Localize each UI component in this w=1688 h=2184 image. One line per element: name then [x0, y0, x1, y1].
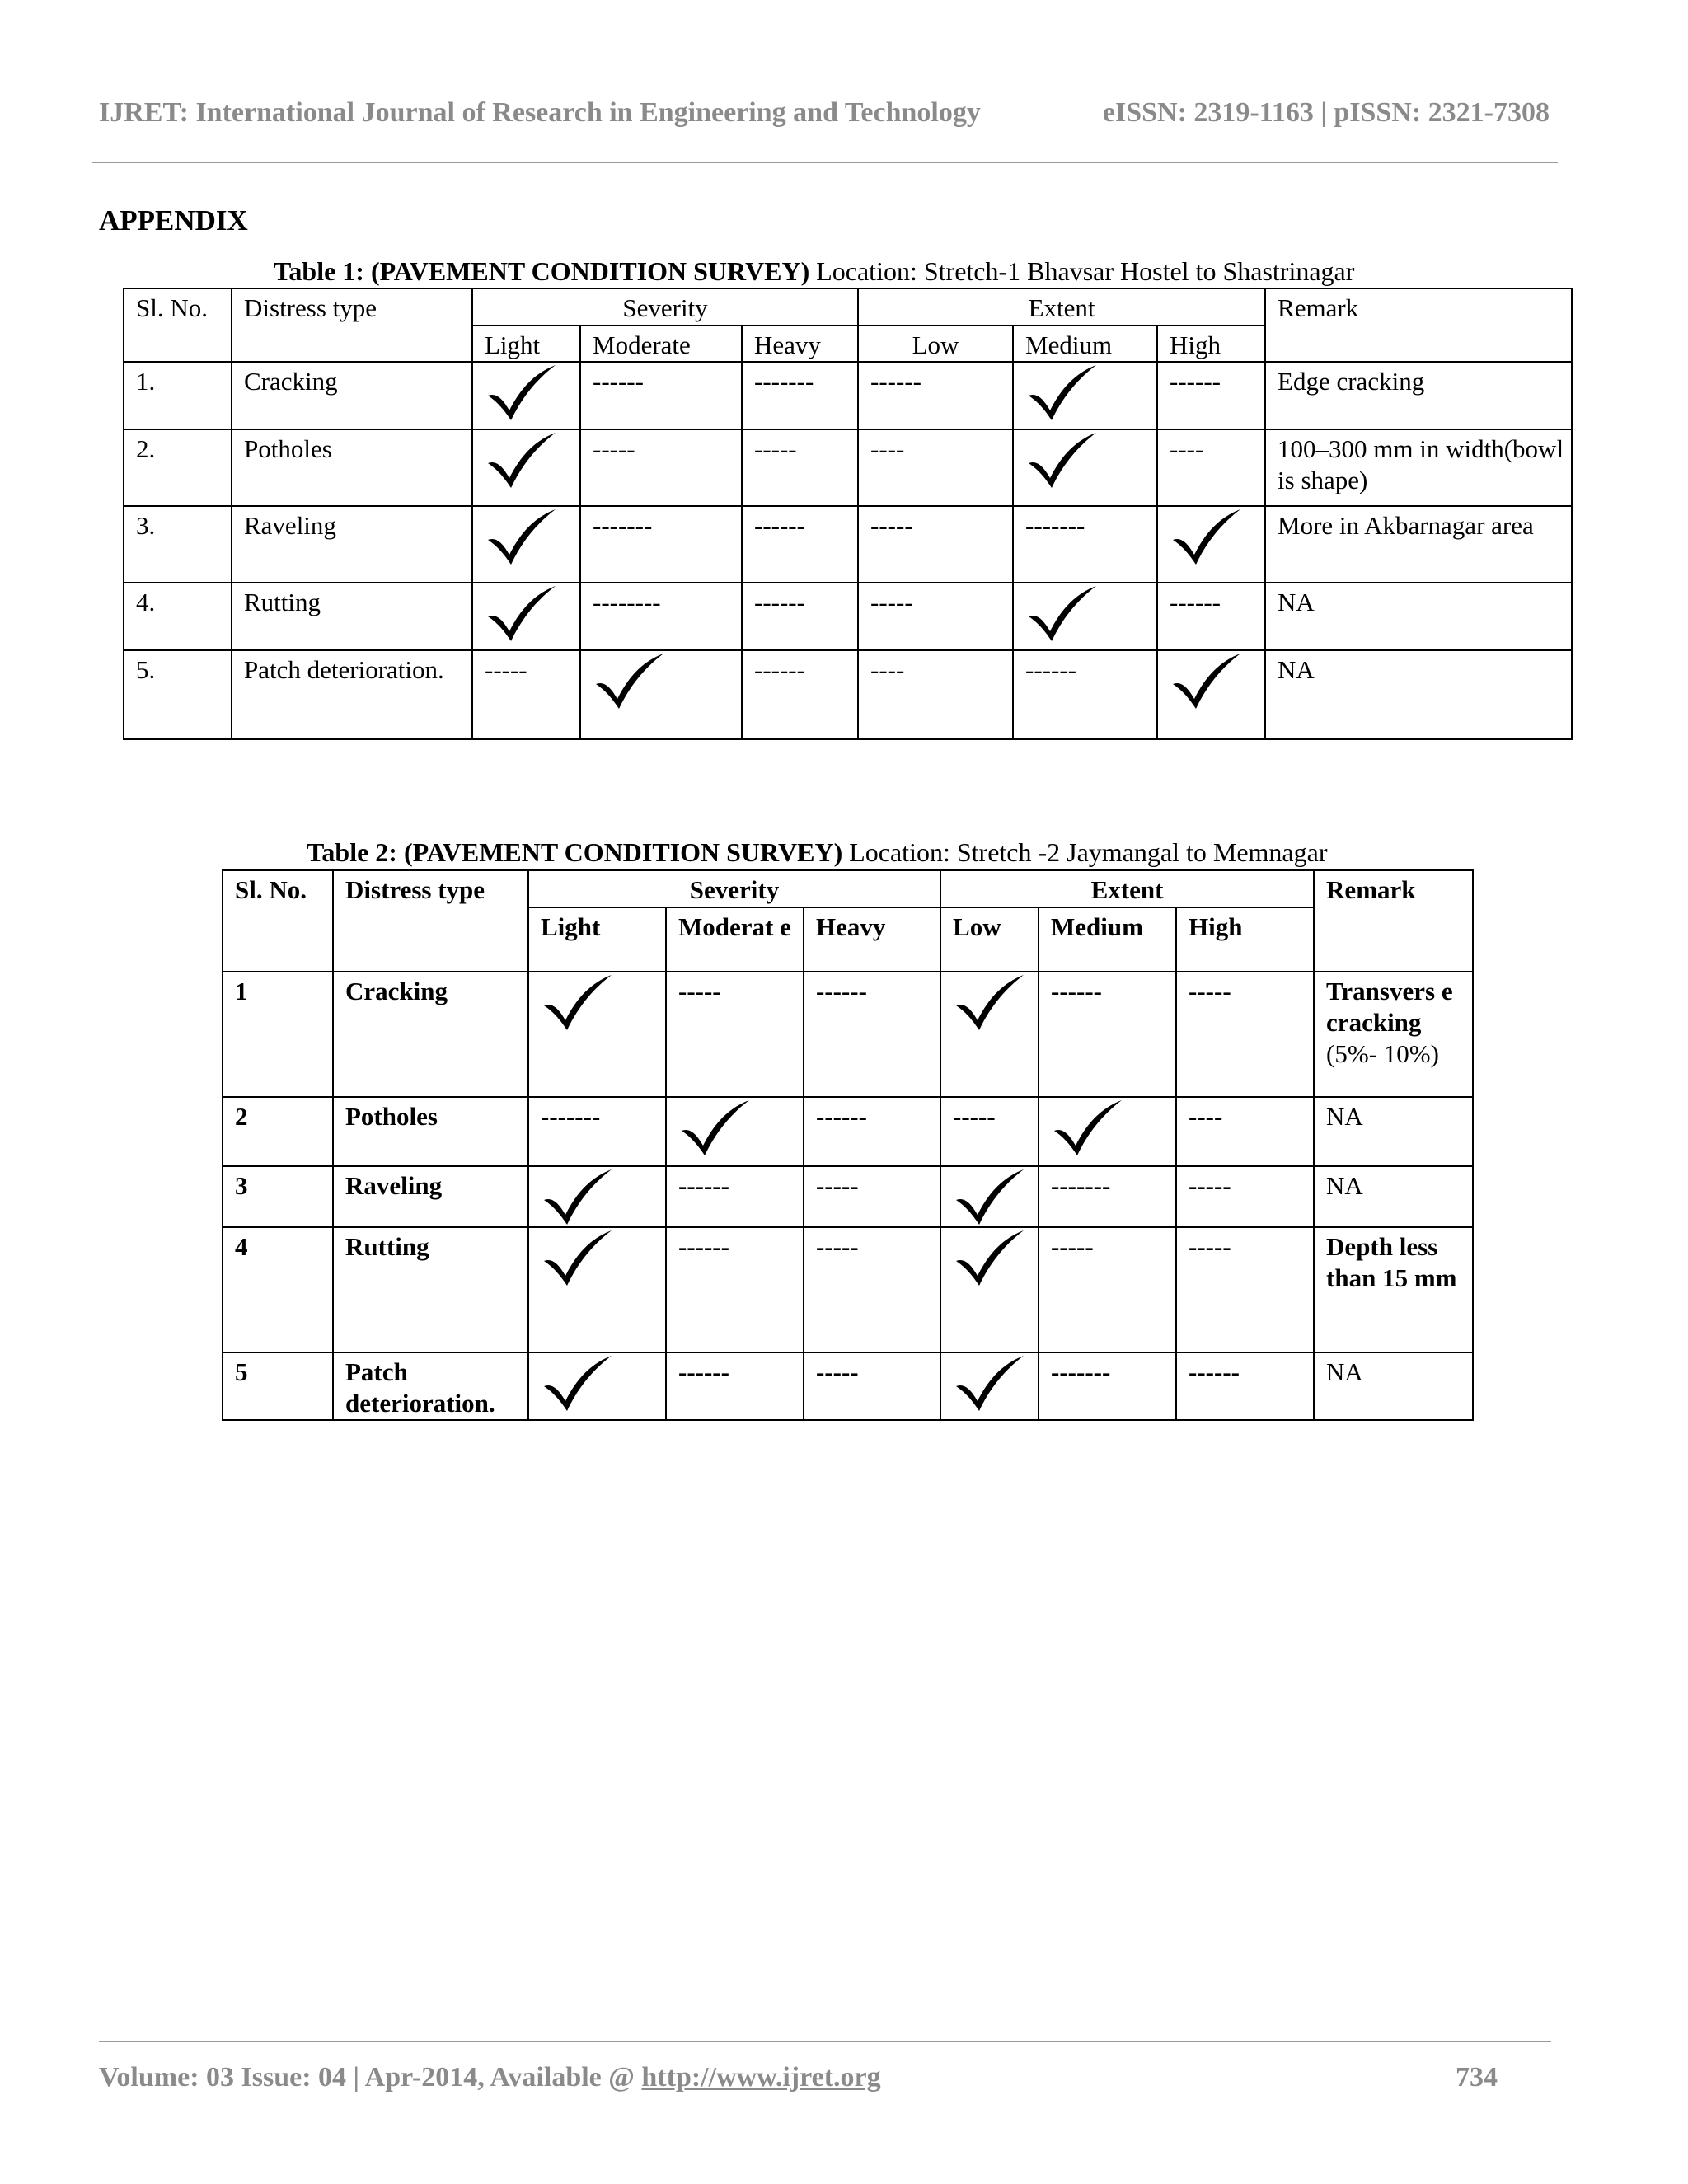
cell-light: ------- — [528, 1097, 666, 1166]
cell-low: ----- — [940, 1097, 1039, 1166]
checkmark-icon — [953, 1167, 1027, 1226]
journal-title: IJRET: International Journal of Research in Engineering and Technology — [99, 97, 981, 128]
cell-sl: 5 — [223, 1352, 333, 1420]
table-row — [223, 1166, 1473, 1227]
cell-light — [528, 1227, 666, 1352]
cell-moderate: ------ — [666, 1166, 804, 1227]
running-footer: Volume: 03 Issue: 04 | Apr-2014, Available @ http://www.ijret.org — [99, 2062, 881, 2093]
table-row — [124, 429, 1572, 506]
checkmark-icon — [485, 363, 559, 422]
cell-distress: Rutting — [232, 583, 472, 650]
cell-high: ----- — [1176, 972, 1314, 1097]
cell-sl: 1 — [223, 972, 333, 1097]
checkmark-icon — [1025, 363, 1100, 422]
col-header-heavy: Heavy — [742, 326, 858, 362]
cell-light — [528, 972, 666, 1097]
col-header-high: High — [1176, 907, 1314, 972]
cell-sl: 3. — [124, 506, 232, 583]
cell-heavy: ------ — [742, 583, 858, 650]
table2 — [222, 869, 1474, 1421]
cell-medium — [1013, 429, 1157, 506]
cell-heavy: ----- — [742, 429, 858, 506]
col-header-distress: Distress type — [232, 288, 472, 362]
cell-high: ----- — [1176, 1166, 1314, 1227]
cell-sl: 3 — [223, 1166, 333, 1227]
cell-moderate — [666, 1097, 804, 1166]
cell-remark: Edge cracking — [1265, 362, 1572, 429]
col-header-medium: Medium — [1039, 907, 1176, 972]
col-header-moderate: Moderat e — [666, 907, 804, 972]
col-header-moderate: Moderate — [580, 326, 742, 362]
cell-distress: Potholes — [232, 429, 472, 506]
cell-heavy: ------- — [742, 362, 858, 429]
checkmark-icon — [1170, 651, 1244, 710]
cell-high: ---- — [1176, 1097, 1314, 1166]
cell-medium: ------- — [1039, 1352, 1176, 1420]
checkmark-icon — [485, 430, 559, 490]
cell-heavy: ----- — [804, 1352, 940, 1420]
col-header-high: High — [1157, 326, 1265, 362]
cell-low — [940, 1166, 1039, 1227]
cell-heavy: ------ — [742, 650, 858, 739]
cell-high: ------ — [1176, 1352, 1314, 1420]
cell-low — [940, 972, 1039, 1097]
cell-medium: ------- — [1039, 1166, 1176, 1227]
cell-distress: Patch deterioration. — [232, 650, 472, 739]
cell-moderate: ----- — [580, 429, 742, 506]
cell-light — [528, 1166, 666, 1227]
table-row — [124, 583, 1572, 650]
col-header-light: Light — [528, 907, 666, 972]
cell-remark: NA — [1265, 583, 1572, 650]
cell-remark: Transvers e cracking (5%- 10%) — [1314, 972, 1473, 1097]
footer-divider — [99, 2041, 1551, 2042]
col-header-extent: Extent — [858, 288, 1265, 326]
cell-medium — [1039, 1097, 1176, 1166]
table-row — [223, 1097, 1473, 1166]
table-row — [223, 1227, 1473, 1352]
table-row — [124, 362, 1572, 429]
col-header-remark: Remark — [1314, 870, 1473, 972]
cell-medium: ------ — [1013, 650, 1157, 739]
cell-remark: NA — [1314, 1352, 1473, 1420]
running-header — [99, 97, 1550, 129]
cell-moderate: ------ — [666, 1227, 804, 1352]
col-header-severity: Severity — [472, 288, 858, 326]
cell-light — [528, 1352, 666, 1420]
cell-sl: 5. — [124, 650, 232, 739]
cell-medium — [1013, 583, 1157, 650]
cell-sl: 1. — [124, 362, 232, 429]
cell-distress: Raveling — [333, 1166, 528, 1227]
cell-high — [1157, 650, 1265, 739]
page-number: 734 — [1456, 2062, 1498, 2093]
cell-heavy: ------ — [804, 1097, 940, 1166]
checkmark-icon — [593, 651, 667, 710]
cell-remark: NA — [1265, 650, 1572, 739]
checkmark-icon — [1051, 1098, 1125, 1157]
cell-sl: 4 — [223, 1227, 333, 1352]
cell-heavy: ------ — [804, 972, 940, 1097]
cell-medium: ------- — [1013, 506, 1157, 583]
cell-light — [472, 362, 580, 429]
col-header-sl: Sl. No. — [124, 288, 232, 362]
cell-high: ---- — [1157, 429, 1265, 506]
col-header-severity: Severity — [528, 870, 940, 907]
cell-heavy: ----- — [804, 1227, 940, 1352]
col-header-sl: Sl. No. — [223, 870, 333, 972]
cell-low: ------ — [858, 362, 1013, 429]
cell-sl: 4. — [124, 583, 232, 650]
checkmark-icon — [1025, 583, 1100, 643]
cell-remark: Depth less than 15 mm — [1314, 1227, 1473, 1352]
cell-medium — [1013, 362, 1157, 429]
checkmark-icon — [1170, 507, 1244, 566]
cell-light — [472, 429, 580, 506]
cell-high: ------ — [1157, 362, 1265, 429]
col-header-light: Light — [472, 326, 580, 362]
cell-distress: Cracking — [333, 972, 528, 1097]
table1 — [123, 288, 1573, 740]
checkmark-icon — [541, 1353, 615, 1413]
cell-light: ----- — [472, 650, 580, 739]
cell-moderate: ----- — [666, 972, 804, 1097]
cell-low: ----- — [858, 583, 1013, 650]
cell-moderate: -------- — [580, 583, 742, 650]
issn-info: eISSN: 2319-1163 | pISSN: 2321-7308 — [1102, 97, 1550, 128]
checkmark-icon — [1025, 430, 1100, 490]
cell-high — [1157, 506, 1265, 583]
cell-medium: ----- — [1039, 1227, 1176, 1352]
cell-high: ----- — [1176, 1227, 1314, 1352]
checkmark-icon — [541, 972, 615, 1032]
checkmark-icon — [485, 583, 559, 643]
cell-heavy: ----- — [804, 1166, 940, 1227]
table-row — [223, 972, 1473, 1097]
cell-distress: Rutting — [333, 1227, 528, 1352]
cell-remark: NA — [1314, 1097, 1473, 1166]
cell-distress: Potholes — [333, 1097, 528, 1166]
checkmark-icon — [953, 972, 1027, 1032]
cell-distress: Patch deterioration. — [333, 1352, 528, 1420]
header-divider — [92, 162, 1558, 163]
col-header-extent: Extent — [940, 870, 1314, 907]
checkmark-icon — [541, 1228, 615, 1287]
cell-distress: Cracking — [232, 362, 472, 429]
cell-sl: 2. — [124, 429, 232, 506]
col-header-medium: Medium — [1013, 326, 1157, 362]
table-row — [124, 650, 1572, 739]
cell-remark: NA — [1314, 1166, 1473, 1227]
cell-medium: ------ — [1039, 972, 1176, 1097]
cell-moderate: ------ — [666, 1352, 804, 1420]
cell-remark: More in Akbarnagar area — [1265, 506, 1572, 583]
journal-link[interactable]: http://www.ijret.org — [641, 2062, 881, 2093]
cell-light — [472, 506, 580, 583]
cell-moderate: ------- — [580, 506, 742, 583]
col-header-low: Low — [940, 907, 1039, 972]
checkmark-icon — [485, 507, 559, 566]
cell-low: ---- — [858, 650, 1013, 739]
checkmark-icon — [953, 1353, 1027, 1413]
col-header-remark: Remark — [1265, 288, 1572, 362]
cell-moderate: ------ — [580, 362, 742, 429]
col-header-low: Low — [858, 326, 1013, 362]
checkmark-icon — [541, 1167, 615, 1226]
table-row — [223, 1352, 1473, 1420]
cell-remark: 100–300 mm in width(bowl is shape) — [1265, 429, 1572, 506]
section-heading: APPENDIX — [99, 204, 248, 237]
cell-moderate — [580, 650, 742, 739]
cell-distress: Raveling — [232, 506, 472, 583]
cell-light — [472, 583, 580, 650]
col-header-heavy: Heavy — [804, 907, 940, 972]
cell-high: ------ — [1157, 583, 1265, 650]
table-row — [124, 506, 1572, 583]
cell-low: ----- — [858, 506, 1013, 583]
table2-caption: Table 2: (PAVEMENT CONDITION SURVEY) Location: Stretch -2 Jaymangal to Memnagar — [307, 837, 1328, 867]
table1-caption: Table 1: (PAVEMENT CONDITION SURVEY) Location: Stretch-1 Bhavsar Hostel to Shastrinagar — [274, 256, 1355, 286]
cell-heavy: ------ — [742, 506, 858, 583]
cell-low: ---- — [858, 429, 1013, 506]
checkmark-icon — [678, 1098, 753, 1157]
cell-low — [940, 1227, 1039, 1352]
col-header-distress: Distress type — [333, 870, 528, 972]
checkmark-icon — [953, 1228, 1027, 1287]
cell-sl: 2 — [223, 1097, 333, 1166]
cell-low — [940, 1352, 1039, 1420]
